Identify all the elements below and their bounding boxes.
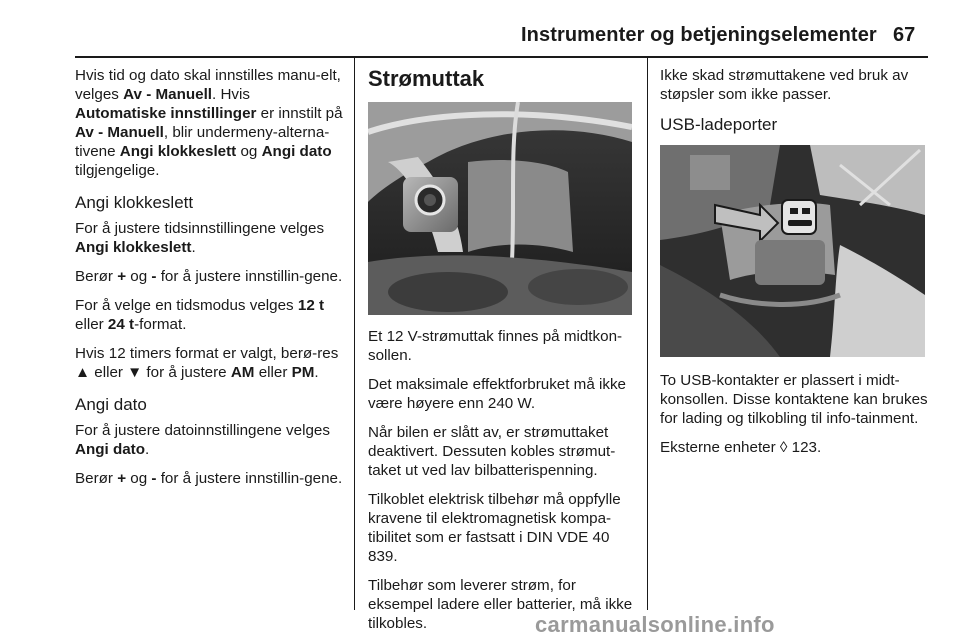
paragraph: Tilbehør som leverer strøm, for eksempel ladere eller batterier, må ikke tilkobles. (368, 577, 633, 632)
watermark: carmanualsonline.info (535, 612, 775, 637)
paragraph (75, 219, 345, 257)
paragraph: Ikke skad strømuttakene ved bruk av støpsler som ikke passer. (660, 67, 909, 103)
text-run: Hvis tid og dato skal innstilles manu-elt, velges (75, 67, 341, 103)
minus-symbol: - (151, 470, 157, 487)
plus-symbol: + (117, 268, 127, 285)
text-run: tilgjengelige. (75, 162, 160, 179)
page-header-title: Instrumenter og betjeningselementer (521, 24, 877, 46)
menu-term: Angi klokkeslett (119, 143, 237, 160)
paragraph: Når bilen er slått av, er strømuttaket deaktivert. Dessuten kobles strømut-taket ut ved lav bilbatterispenning. (368, 424, 616, 479)
section-heading-usb: USB-ladeporter (660, 115, 778, 134)
column-divider (647, 58, 648, 610)
paragraph (75, 344, 345, 382)
text-run: Berør (75, 470, 118, 487)
paragraph (75, 296, 345, 334)
text-run: . (145, 441, 150, 458)
page-reference-number: 123. (787, 439, 822, 456)
column-divider (354, 58, 355, 610)
text-run: er innstilt på (256, 105, 343, 122)
page-number: 67 (893, 24, 916, 46)
text-run: . (314, 364, 319, 381)
section-heading-date: Angi dato (75, 395, 147, 414)
text-run: og (126, 268, 152, 285)
text-run: og (126, 470, 152, 487)
menu-term: Av - Manuell (75, 124, 164, 141)
menu-term: Av - Manuell (123, 86, 213, 103)
text-run: For å velge en tidsmodus velges (75, 297, 298, 314)
menu-term: AM (230, 364, 255, 381)
text-run: eller (75, 316, 108, 333)
text-run: , blir undermeny-alterna-tivene (75, 124, 330, 160)
menu-term: PM (291, 364, 315, 381)
paragraph: To USB-kontakter er plassert i midt-konsollen. Disse kontaktene kan brukes for lading og tilkobling til info-tainment. (660, 372, 928, 427)
menu-term: 12 t (297, 297, 325, 314)
column-left (75, 66, 345, 498)
text-run: -format. (134, 316, 187, 333)
text-run: og (236, 143, 262, 160)
page-reference-icon: ◊ (779, 439, 788, 456)
menu-term: Angi klokkeslett (75, 239, 192, 256)
text-run: for å justere innstillin-gene. (156, 470, 343, 487)
text-run: Berør (75, 268, 118, 285)
menu-term: Automatiske innstillinger (75, 105, 257, 122)
paragraph (75, 421, 345, 459)
header-rule (75, 56, 928, 58)
text-run: . (191, 239, 196, 256)
plus-symbol: + (117, 470, 127, 487)
menu-term: Angi dato (261, 143, 332, 160)
menu-term: 24 t (107, 316, 135, 333)
paragraph: Tilkoblet elektrisk tilbehør må oppfylle kravene til elektromagnetisk kompa-tibilitet som er fastsatt i DIN VDE 40 839. (368, 491, 621, 565)
paragraph (75, 469, 345, 488)
section-heading-time: Angi klokkeslett (75, 193, 194, 212)
text-run: for å justere innstillin-gene. (156, 268, 343, 285)
paragraph: Et 12 V-strømuttak finnes på midtkon-sollen. (368, 328, 623, 364)
paragraph (660, 438, 928, 457)
intro-paragraph (75, 66, 345, 180)
menu-term: Angi dato (75, 441, 146, 458)
section-heading-power-outlet: Strømuttak (368, 66, 485, 91)
usb-ports-photo (660, 145, 925, 357)
text-run: For å justere tidsinnstillingene velges (75, 220, 325, 237)
paragraph: Det maksimale effektforbruket må ikke være høyere enn 240 W. (368, 376, 627, 412)
column-right (660, 66, 928, 467)
text-run: Eksterne enheter (660, 439, 780, 456)
column-middle (368, 66, 636, 643)
text-run: Hvis 12 timers format er valgt, berø-res ▲ eller ▼ for å justere (75, 345, 339, 381)
text-run: For å justere datoinnstillingene velges (75, 422, 330, 439)
paragraph (75, 267, 345, 286)
text-run: eller (254, 364, 292, 381)
minus-symbol: - (151, 268, 157, 285)
power-outlet-photo (368, 102, 632, 315)
text-run: . Hvis (212, 86, 250, 103)
